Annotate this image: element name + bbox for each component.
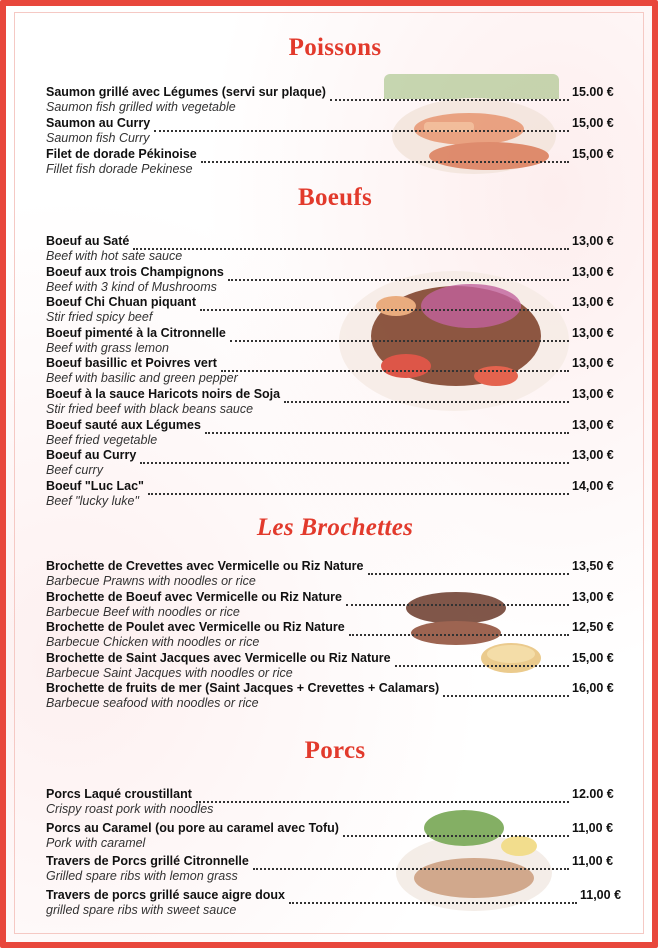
item-name-en: grilled spare ribs with sweet sauce (46, 902, 237, 917)
menu-item (46, 559, 624, 589)
menu-item (46, 620, 624, 650)
leader-dots (201, 147, 569, 163)
item-name-en: Fillet fish dorade Pekinese (46, 162, 193, 176)
item-name-fr: Brochette de Poulet avec Vermicelle ou Riz Nature (46, 620, 345, 634)
leader-dots (349, 620, 569, 636)
item-name-en: Beef curry (46, 463, 103, 478)
item-price: 14,00 € (572, 478, 614, 493)
leader-dots (148, 479, 569, 495)
item-name-en: Beef with 3 kind of Mushrooms (46, 279, 217, 294)
item-price: 13,00 € (572, 325, 614, 340)
leader-dots (395, 651, 569, 667)
leader-dots (443, 681, 569, 697)
section-title-porcs: Porcs (304, 737, 366, 764)
item-name-fr: Boeuf au Curry (46, 448, 137, 463)
item-name-fr: Brochette de Boeuf avec Vermicelle ou Riz Nature (46, 589, 342, 604)
menu-item (46, 854, 624, 884)
menu-item (46, 821, 624, 851)
item-name-en: Beef with grass lemon (46, 340, 169, 355)
menu-item (46, 418, 624, 448)
item-name-fr: Boeuf basillic et Poivres vert (46, 356, 217, 371)
menu-item (46, 888, 624, 918)
menu-item (46, 326, 624, 356)
item-name-en: Beef with hot sate sauce (46, 249, 183, 263)
item-name-fr: Brochette de Crevettes avec Vermicelle ou Riz Nature (46, 559, 364, 573)
leader-dots (140, 448, 569, 464)
leader-dots (284, 387, 569, 403)
menu-item (46, 787, 624, 817)
item-price: 11,00 € (572, 820, 614, 835)
item-name-fr: Saumon grillé avec Légumes (servi sur plaque) (46, 85, 326, 99)
item-name-en: Saumon fish grilled with vegetable (46, 100, 236, 114)
menu-item (46, 651, 624, 681)
menu-item (46, 85, 624, 115)
leader-dots (343, 821, 569, 837)
menu-item (46, 590, 624, 620)
item-name-en: Beef fried vegetable (46, 432, 158, 447)
item-price: 13,00 € (572, 234, 614, 248)
item-name-fr: Boeuf aux trois Champignons (46, 264, 224, 279)
menu-item (46, 116, 624, 146)
item-name-en: Crispy roast pork with noodles (46, 802, 214, 816)
menu-item (46, 479, 624, 509)
leader-dots (346, 590, 569, 606)
item-name-en: Saumon fish Curry (46, 131, 150, 145)
leader-dots (289, 888, 577, 904)
menu-item (46, 356, 624, 386)
item-name-en: Barbecue Prawns with noodles or rice (46, 574, 256, 588)
item-name-en: Barbecue seafood with noodles or rice (46, 696, 259, 710)
item-name-en: Stir fried beef with black beans sauce (46, 402, 254, 416)
menu-item (46, 681, 624, 711)
item-name-en: Barbecue Saint Jacques with noodles or rice (46, 665, 293, 680)
item-name-fr: Boeuf au Saté (46, 234, 130, 248)
item-name-fr: Brochette de Saint Jacques avec Vermicelle ou Riz Nature (46, 650, 391, 665)
item-name-en: Stir fried spicy beef (46, 310, 153, 325)
item-name-fr: Travers de Porcs grillé Citronnelle (46, 854, 249, 868)
item-price: 13,00 € (572, 264, 614, 279)
section-title-poissons: Poissons (288, 34, 382, 61)
item-name-fr: Boeuf sauté aux Légumes (46, 417, 201, 432)
item-price: 13,00 € (572, 295, 614, 310)
menu-item (46, 295, 624, 325)
item-price: 15,00 € (572, 116, 614, 130)
item-name-en: Beef with basilic and green pepper (46, 371, 238, 386)
menu-item (46, 387, 624, 417)
item-price: 15.00 € (572, 85, 614, 99)
item-price: 13,00 € (572, 387, 614, 401)
leader-dots (230, 326, 569, 342)
item-price: 16,00 € (572, 681, 614, 695)
item-price: 12,50 € (572, 620, 614, 634)
item-name-en: Barbecue Chicken with noodles or rice (46, 635, 260, 649)
item-name-fr: Saumon au Curry (46, 116, 151, 130)
leader-dots (221, 356, 569, 372)
item-name-fr: Porcs Laqué croustillant (46, 787, 192, 801)
menu-item (46, 448, 624, 478)
leader-dots (228, 265, 569, 281)
item-price: 13,00 € (572, 589, 614, 604)
leader-dots (205, 418, 569, 434)
item-name-en: Pork with caramel (46, 835, 146, 850)
item-name-en: Grilled spare ribs with lemon grass (46, 869, 238, 883)
item-price: 15,00 € (572, 147, 614, 161)
item-name-en: Beef "lucky luke" (46, 493, 139, 508)
leader-dots (253, 854, 569, 870)
item-price: 15,00 € (572, 650, 614, 665)
item-price: 11,00 € (580, 887, 622, 902)
item-price: 13,00 € (572, 356, 614, 371)
menu-item (46, 265, 624, 295)
item-name-en: Barbecue Beef with noodles or rice (46, 604, 240, 619)
item-name-fr: Filet de dorade Pékinoise (46, 147, 197, 161)
item-price: 13,50 € (572, 559, 614, 573)
item-name-fr: Boeuf pimenté à la Citronnelle (46, 325, 226, 340)
leader-dots (154, 116, 569, 132)
item-name-fr: Brochette de fruits de mer (Saint Jacques + Crevettes + Calamars) (46, 681, 440, 695)
leader-dots (330, 85, 569, 101)
section-title-brochettes: Les Brochettes (256, 514, 414, 541)
item-price: 11,00 € (572, 854, 614, 868)
item-name-fr: Boeuf "Luc Lac" (46, 478, 144, 493)
menu-item (46, 147, 624, 177)
item-name-fr: Boeuf Chi Chuan piquant (46, 295, 196, 310)
item-name-fr: Travers de porcs grillé sauce aigre doux (46, 887, 285, 902)
item-name-fr: Boeuf à la sauce Haricots noirs de Soja (46, 387, 281, 401)
leader-dots (133, 234, 569, 250)
item-price: 12.00 € (572, 787, 614, 801)
leader-dots (200, 295, 569, 311)
leader-dots (368, 559, 570, 575)
section-title-boeufs: Boeufs (297, 184, 373, 211)
item-price: 13,00 € (572, 417, 614, 432)
item-price: 13,00 € (572, 448, 614, 463)
leader-dots (196, 787, 569, 803)
item-name-fr: Porcs au Caramel (ou pore au caramel avec Tofu) (46, 820, 339, 835)
menu-item (46, 234, 624, 264)
